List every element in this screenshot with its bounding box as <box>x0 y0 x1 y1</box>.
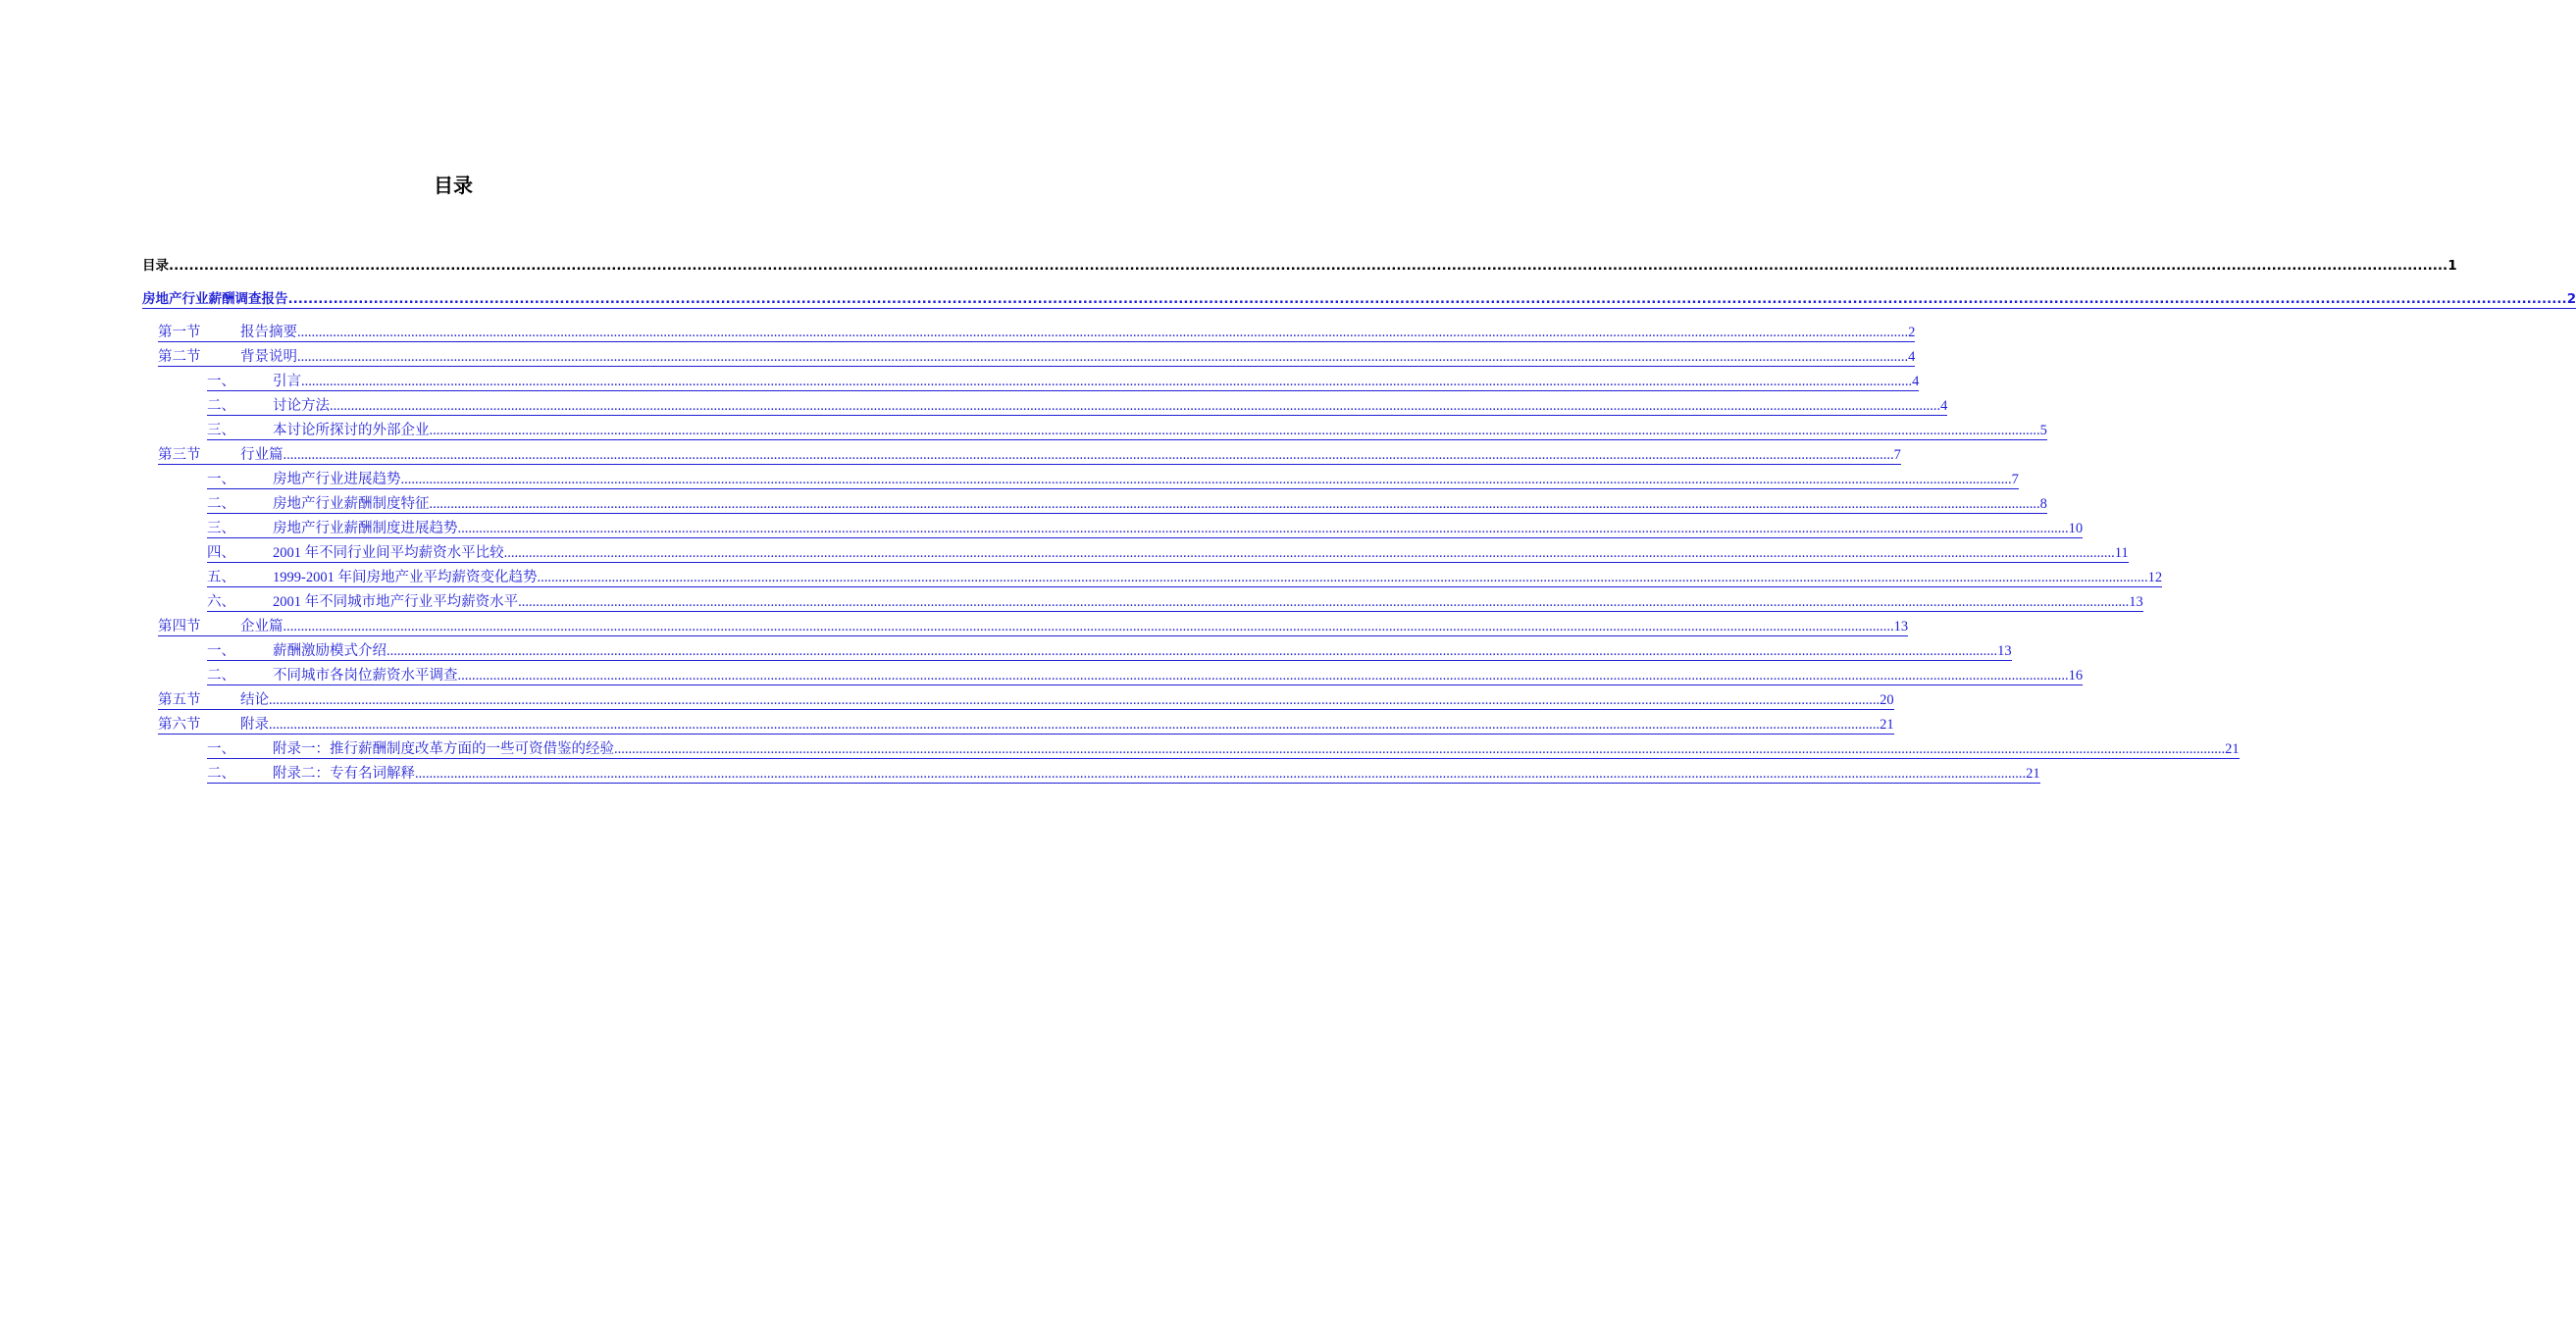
toc-dot-leader: ..................................................................................................................................................................................................................................................................................................................................................................................................................................................................... <box>287 291 2567 307</box>
toc-entry-number: 第二节 <box>158 349 240 367</box>
toc-dot-leader: ..................................................................................................................................................................................................................................................................................................................................................................................................................................................................... <box>429 423 2040 438</box>
toc-entry[interactable] <box>142 289 2576 309</box>
toc-page-number: 2 <box>1908 325 1916 340</box>
toc-entry-title: 背景说明 <box>240 349 297 365</box>
toc-entry[interactable] <box>142 666 2084 685</box>
toc-entry-number: 四、 <box>207 545 273 563</box>
toc-entry-title: 1999-2001 年间房地产业平均薪资变化趋势 <box>273 570 538 585</box>
toc-entry-title: 结论 <box>240 692 269 708</box>
toc-dot-leader: ..................................................................................................................................................................................................................................................................................................................................................................................................................................................................... <box>169 258 2448 274</box>
toc-dot-leader: ..................................................................................................................................................................................................................................................................................................................................................................................................................................................................... <box>269 692 1880 708</box>
toc-entry-title: 行业篇 <box>240 447 283 463</box>
toc-entry[interactable] <box>142 396 1948 416</box>
toc-page-number: 12 <box>2147 570 2163 585</box>
toc-dot-leader: ..................................................................................................................................................................................................................................................................................................................................................................................................................................................................... <box>297 349 1909 365</box>
toc-entry-title: 附录二：专有名词解释 <box>273 766 415 782</box>
toc-entry-number: 第四节 <box>158 619 240 636</box>
toc-page-number: 13 <box>1997 643 2012 659</box>
toc-entry-number: 二、 <box>207 668 273 685</box>
toc-entry-title: 薪酬激励模式介绍 <box>273 643 386 659</box>
toc-page-number: 2 <box>2566 291 2576 307</box>
toc-dot-leader: ..................................................................................................................................................................................................................................................................................................................................................................................................................................................................... <box>457 521 2069 536</box>
toc-entry[interactable] <box>142 568 2163 587</box>
toc-dot-leader: ..................................................................................................................................................................................................................................................................................................................................................................................................................................................................... <box>330 398 1941 414</box>
toc-entry-number: 二、 <box>207 398 273 416</box>
toc-entry[interactable] <box>142 739 2240 759</box>
toc-entry[interactable] <box>142 641 2012 661</box>
toc-entry-number: 一、 <box>207 374 273 391</box>
toc-page-number: 7 <box>2011 472 2019 487</box>
toc-dot-leader: ..................................................................................................................................................................................................................................................................................................................................................................................................................................................................... <box>283 619 1894 634</box>
toc-entry-title: 2001 年不同行业间平均薪资水平比较 <box>273 545 504 561</box>
toc-dot-leader: ..................................................................................................................................................................................................................................................................................................................................................................................................................................................................... <box>429 496 2040 512</box>
toc-page-number: 4 <box>1940 398 1948 414</box>
toc-entry[interactable] <box>142 715 1894 735</box>
toc-entry-title: 目录 <box>142 258 169 274</box>
toc-entry[interactable] <box>142 519 2084 538</box>
toc-page-number: 4 <box>1912 374 1920 389</box>
toc-entry-number: 二、 <box>207 496 273 514</box>
toc-page-number: 16 <box>2068 668 2084 684</box>
toc-entry-number: 第六节 <box>158 717 240 735</box>
toc-page-number: 21 <box>1880 717 1894 733</box>
toc-entry-title: 房地产行业薪酬制度特征 <box>273 496 430 512</box>
toc-entry[interactable] <box>142 690 1894 710</box>
toc-entry-title: 房地产行业进展趋势 <box>273 472 401 487</box>
toc-page-number: 10 <box>2068 521 2084 536</box>
toc-entry-title: 讨论方法 <box>273 398 330 414</box>
toc-entry-number: 第三节 <box>158 447 240 465</box>
toc-dot-leader: ..................................................................................................................................................................................................................................................................................................................................................................................................................................................................... <box>301 374 1913 389</box>
page-title: 目录 <box>434 174 473 197</box>
toc-entry-title: 附录 <box>240 717 269 733</box>
toc-entry-title: 本讨论所探讨的外部企业 <box>273 423 430 438</box>
toc-entry-title: 房地产行业薪酬调查报告 <box>142 291 288 307</box>
toc-entry-title: 不同城市各岗位薪资水平调查 <box>273 668 458 684</box>
toc-page-number: 21 <box>2225 741 2240 757</box>
toc-entry-title: 2001 年不同城市地产行业平均薪资水平 <box>273 594 519 610</box>
toc-entry[interactable] <box>142 764 2040 784</box>
toc-entry-number: 六、 <box>207 594 273 612</box>
toc-page-number: 7 <box>1893 447 1901 463</box>
toc-entry[interactable] <box>142 494 2047 514</box>
toc-entry[interactable] <box>142 372 1920 391</box>
toc-entry[interactable] <box>142 421 2047 440</box>
toc-entry <box>142 255 2457 275</box>
toc-page-number: 13 <box>1893 619 1909 634</box>
toc-entry-number: 一、 <box>207 643 273 661</box>
toc-dot-leader: ..................................................................................................................................................................................................................................................................................................................................................................................................................................................................... <box>614 741 2226 757</box>
toc-entry-title: 引言 <box>273 374 301 389</box>
toc-entry[interactable] <box>142 543 2129 563</box>
toc-dot-leader: ..................................................................................................................................................................................................................................................................................................................................................................................................................................................................... <box>269 717 1880 733</box>
toc-dot-leader: ..................................................................................................................................................................................................................................................................................................................................................................................................................................................................... <box>283 447 1894 463</box>
toc-page-number: 20 <box>1880 692 1894 708</box>
toc-page-number: 5 <box>2039 423 2047 438</box>
toc-page-number: 4 <box>1908 349 1916 365</box>
toc-entry-title: 附录一：推行薪酬制度改革方面的一些可资借鉴的经验 <box>273 741 614 757</box>
toc-page-number: 21 <box>2026 766 2040 782</box>
toc-page-number: 8 <box>2039 496 2047 512</box>
toc-entry-title: 企业篇 <box>240 619 283 634</box>
toc-dot-leader: ..................................................................................................................................................................................................................................................................................................................................................................................................................................................................... <box>503 545 2115 561</box>
toc-entry[interactable] <box>142 592 2143 612</box>
toc-entry[interactable] <box>142 347 1916 367</box>
toc-page-number: 1 <box>2447 258 2457 274</box>
toc-entry[interactable] <box>142 445 1901 465</box>
toc-entry-number: 三、 <box>207 521 273 538</box>
toc-dot-leader: ..................................................................................................................................................................................................................................................................................................................................................................................................................................................................... <box>537 570 2148 585</box>
toc-entry-title: 房地产行业薪酬制度进展趋势 <box>273 521 458 536</box>
toc-entry-number: 第一节 <box>158 325 240 342</box>
toc-dot-leader: ..................................................................................................................................................................................................................................................................................................................................................................................................................................................................... <box>297 325 1909 340</box>
toc-entry-number: 五、 <box>207 570 273 587</box>
toc-entry-number: 二、 <box>207 766 273 784</box>
toc-entry-number: 一、 <box>207 472 273 489</box>
toc-entry[interactable] <box>142 617 1909 636</box>
toc-entry[interactable] <box>142 323 1916 342</box>
toc-entry-number: 第五节 <box>158 692 240 710</box>
toc-dot-leader: ..................................................................................................................................................................................................................................................................................................................................................................................................................................................................... <box>457 668 2069 684</box>
toc-dot-leader: ..................................................................................................................................................................................................................................................................................................................................................................................................................................................................... <box>415 766 2027 782</box>
toc-entry-number: 一、 <box>207 741 273 759</box>
toc-entry-number: 三、 <box>207 423 273 440</box>
toc-page-number: 13 <box>2129 594 2143 610</box>
toc-dot-leader: ..................................................................................................................................................................................................................................................................................................................................................................................................................................................................... <box>386 643 1998 659</box>
toc-entry[interactable] <box>142 470 2019 489</box>
toc-page-number: 11 <box>2114 545 2129 561</box>
toc-dot-leader: ..................................................................................................................................................................................................................................................................................................................................................................................................................................................................... <box>400 472 2012 487</box>
toc-dot-leader: ..................................................................................................................................................................................................................................................................................................................................................................................................................................................................... <box>518 594 2130 610</box>
toc-entry-title: 报告摘要 <box>240 325 297 340</box>
